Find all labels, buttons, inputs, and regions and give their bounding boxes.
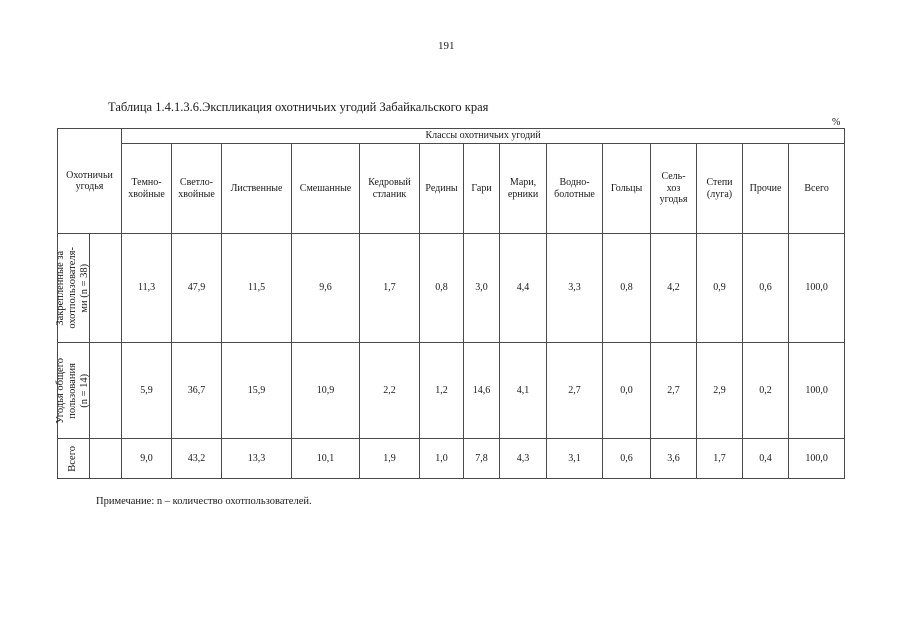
column-header: Кедровый стланик [360, 144, 420, 234]
group-header: Классы охотничьих угодий [122, 129, 845, 144]
table-cell: 11,5 [222, 234, 292, 343]
table-cell: 36,7 [172, 343, 222, 439]
column-header: Всего [789, 144, 845, 234]
column-header: Сель- хоз угодья [651, 144, 697, 234]
column-header: Мари, ерники [500, 144, 547, 234]
column-header: Светло- хвойные [172, 144, 222, 234]
table-cell: 3,6 [651, 439, 697, 479]
table-cell: 2,7 [651, 343, 697, 439]
table-cell: 100,0 [789, 234, 845, 343]
table-cell: 4,3 [500, 439, 547, 479]
row-label: Всего [67, 445, 79, 472]
column-header: Гольцы [603, 144, 651, 234]
table-cell: 43,2 [172, 439, 222, 479]
column-header: Прочие [743, 144, 789, 234]
table-cell: 1,9 [360, 439, 420, 479]
column-header: Редины [420, 144, 464, 234]
table-cell: 47,9 [172, 234, 222, 343]
table-row [58, 343, 845, 439]
column-header: Гари [464, 144, 500, 234]
table-cell: 0,2 [743, 343, 789, 439]
table-cell: 9,0 [122, 439, 172, 479]
table-cell: 1,0 [420, 439, 464, 479]
table-cell: 2,7 [547, 343, 603, 439]
table-cell: 0,8 [420, 234, 464, 343]
table-cell: 2,2 [360, 343, 420, 439]
row-label: Закрепленные за охотпользователя- ми (n = 38) [55, 247, 91, 329]
table-row-total [58, 439, 845, 479]
empty-cell [90, 439, 122, 479]
table-cell: 10,9 [292, 343, 360, 439]
table-cell: 11,3 [122, 234, 172, 343]
empty-cell [90, 343, 122, 439]
column-header: Водно- болотные [547, 144, 603, 234]
table-cell: 0,4 [743, 439, 789, 479]
table-cell: 14,6 [464, 343, 500, 439]
table-caption: Таблица 1.4.1.3.6.Экспликация охотничьих угодий Забайкальского края [108, 100, 489, 114]
table-cell: 10,1 [292, 439, 360, 479]
table-cell: 1,7 [697, 439, 743, 479]
table-cell: 0,8 [603, 234, 651, 343]
table-cell: 5,9 [122, 343, 172, 439]
corner-header: Охотничьи угодья [58, 129, 122, 234]
table-cell: 3,1 [547, 439, 603, 479]
column-header: Степи (луга) [697, 144, 743, 234]
column-header: Смешанные [292, 144, 360, 234]
row-label-cell [55, 343, 91, 439]
row-label: Угодья общего пользования (n = 14) [55, 357, 91, 424]
empty-cell [90, 234, 122, 343]
hunting-grounds-table [57, 128, 845, 479]
table-cell: 1,7 [360, 234, 420, 343]
page-number: 191 [438, 40, 455, 52]
table-cell: 4,2 [651, 234, 697, 343]
table-cell: 4,4 [500, 234, 547, 343]
table-cell: 2,9 [697, 343, 743, 439]
table-cell: 13,3 [222, 439, 292, 479]
table-cell: 15,9 [222, 343, 292, 439]
table-cell: 100,0 [789, 439, 845, 479]
table-cell: 4,1 [500, 343, 547, 439]
table-cell: 0,0 [603, 343, 651, 439]
table-cell: 7,8 [464, 439, 500, 479]
table-cell: 3,0 [464, 234, 500, 343]
table-cell: 3,3 [547, 234, 603, 343]
column-header: Темно- хвойные [122, 144, 172, 234]
table-cell: 9,6 [292, 234, 360, 343]
unit-label: % [832, 117, 841, 128]
column-header: Лиственные [222, 144, 292, 234]
table-cell: 0,6 [603, 439, 651, 479]
table-note: Примечание: n – количество охотпользователей. [96, 496, 312, 507]
table-cell: 100,0 [789, 343, 845, 439]
table-row [58, 234, 845, 343]
row-label-cell [58, 439, 90, 479]
table-cell: 1,2 [420, 343, 464, 439]
table-cell: 0,6 [743, 234, 789, 343]
table-cell: 0,9 [697, 234, 743, 343]
row-label-cell [55, 234, 91, 343]
